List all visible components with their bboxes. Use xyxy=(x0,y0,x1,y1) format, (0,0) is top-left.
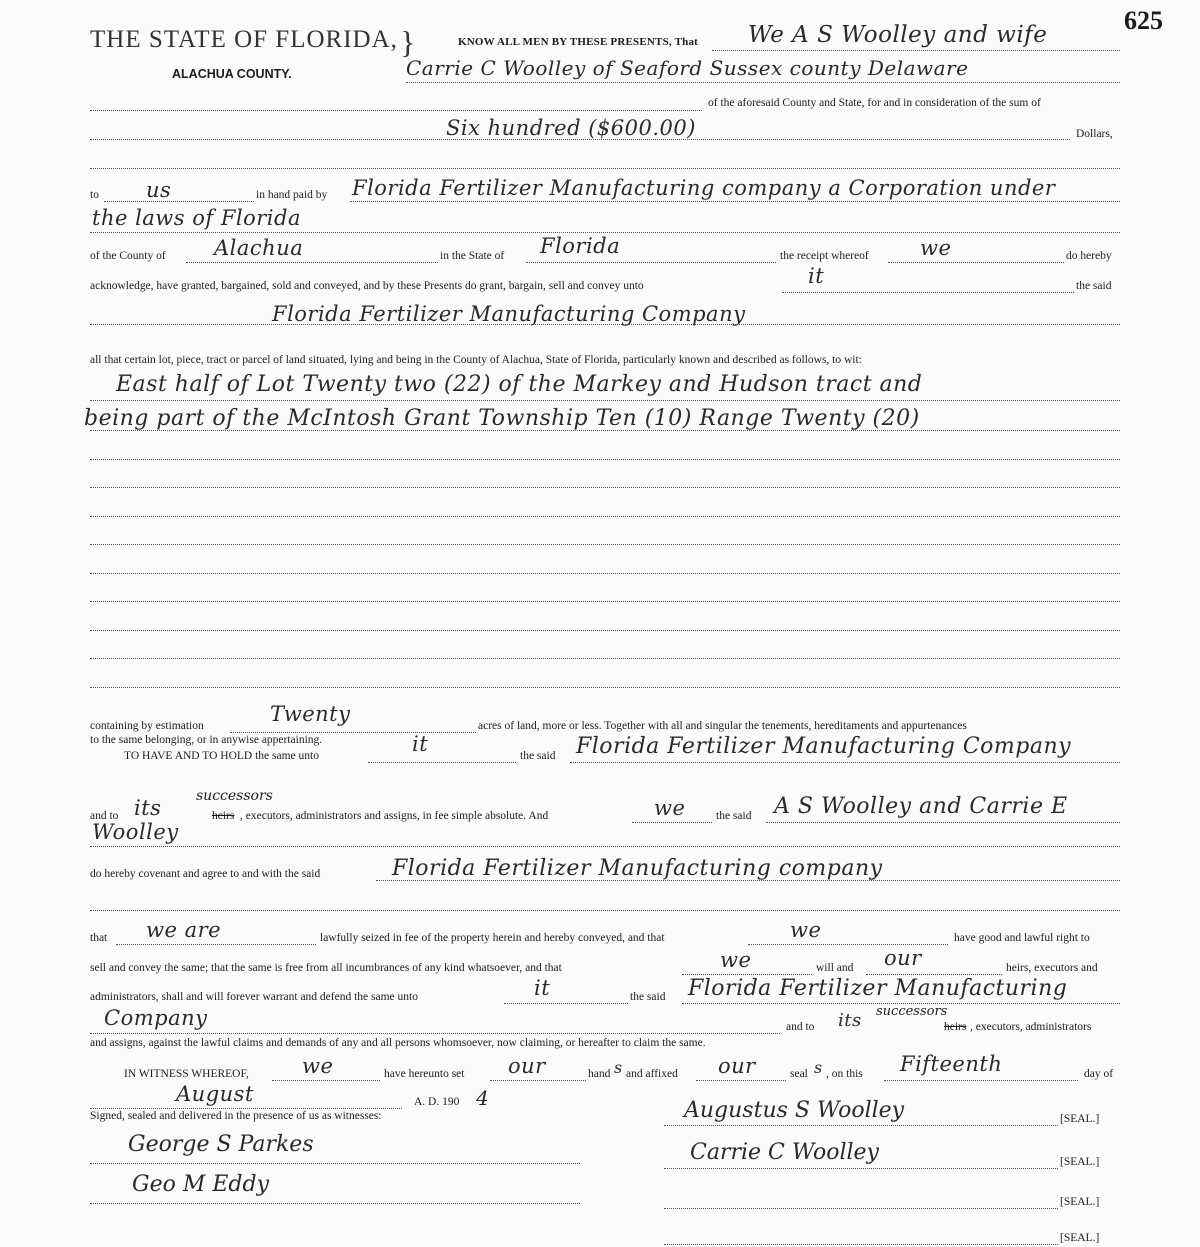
rule xyxy=(90,544,1120,545)
grant-text: acknowledge, have granted, bargained, sold and conveyed, and by these Presents do grant, bargain, sell and convey unto xyxy=(90,280,644,292)
hands: hand xyxy=(588,1068,611,1080)
rule xyxy=(376,880,1120,881)
grantors-hw2: Woolley xyxy=(92,820,179,844)
witness-signature-2: Geo M Eddy xyxy=(132,1172,270,1197)
belonging-text: to the same belonging, or in anywise appertaining. xyxy=(90,734,323,746)
witness-signature-1: George S Parkes xyxy=(128,1132,314,1157)
covenant-grantee-hw2: Florida Fertilizer Manufacturing xyxy=(688,976,1068,1001)
rule xyxy=(504,1003,628,1004)
rule xyxy=(90,459,1120,460)
rule xyxy=(888,262,1064,263)
right-text: have good and lawful right to xyxy=(954,932,1090,944)
grantors-hw: A S Woolley and Carrie E xyxy=(774,794,1068,819)
the-said-2: the said xyxy=(716,810,752,822)
grantee-line2: the laws of Florida xyxy=(92,206,301,230)
grantors-line1: We A S Woolley and wife xyxy=(748,22,1048,48)
successors-hw-2: successors xyxy=(876,1004,948,1019)
grantee-hw: Florida Fertilizer Manufacturing Company xyxy=(272,302,746,326)
grantors-line2: Carrie C Woolley of Seaford Sussex county Delaware xyxy=(406,56,969,80)
sell-text: sell and convey the same; that the same is free from all incumbrances of any kind whatsoever, and that xyxy=(90,962,562,974)
assigns-text: and assigns, against the lawful claims and demands of any and all persons whomsoever, now claiming, or hereafter to claim the same. xyxy=(90,1037,706,1049)
rule xyxy=(526,262,776,263)
rule xyxy=(884,1080,1078,1081)
grantee-line1: Florida Fertilizer Manufacturing company a Corporation under xyxy=(352,176,1056,200)
page-number: 625 xyxy=(1124,6,1163,35)
covenant-grantee-hw: Florida Fertilizer Manufacturing company xyxy=(392,856,883,881)
the-said-3: the said xyxy=(630,991,666,1003)
rule xyxy=(230,732,476,733)
it-hw: it xyxy=(534,976,551,1000)
brace: } xyxy=(400,24,416,60)
executors-2: , executors, administrators xyxy=(970,1021,1092,1033)
executors-text: , executors, administrators and assigns, in fee simple absolute. And xyxy=(240,810,549,822)
rule xyxy=(90,601,1120,602)
rule xyxy=(368,762,516,763)
habendum-grantee-hw: Florida Fertilizer Manufacturing Company xyxy=(576,734,1072,759)
state-hw: Florida xyxy=(540,234,621,258)
unto-hw: it xyxy=(808,264,825,288)
our-hw-3: our xyxy=(718,1054,756,1078)
rule xyxy=(664,1208,1058,1209)
rule xyxy=(490,1080,586,1081)
in-witness: IN WITNESS WHEREOF, xyxy=(124,1068,249,1080)
month-hw: August xyxy=(176,1082,254,1106)
the-said-label: the said xyxy=(1076,280,1112,292)
successors-hw: successors xyxy=(196,788,273,804)
seal-label-1: [SEAL.] xyxy=(1060,1113,1100,1125)
rule xyxy=(90,910,1120,911)
hereunto: have hereunto set xyxy=(384,1068,465,1080)
rule xyxy=(90,630,1120,631)
rule xyxy=(116,944,316,945)
seal-label-2: [SEAL.] xyxy=(1060,1156,1100,1168)
admin-text: administrators, shall and will forever warrant and defend the same unto xyxy=(90,991,418,1003)
year-hw: 4 xyxy=(476,1086,490,1110)
signed-text: Signed, sealed and delivered in the presence of us as witnesses: xyxy=(90,1110,382,1122)
affixed: and affixed xyxy=(626,1068,678,1080)
rule xyxy=(90,1203,580,1204)
company-hw: Company xyxy=(104,1006,208,1030)
will-and: will and xyxy=(816,962,854,974)
containing-label: containing by estimation xyxy=(90,720,204,732)
rule xyxy=(664,1168,1058,1169)
rule xyxy=(406,82,1120,83)
rule xyxy=(90,168,1120,169)
state-heading: THE STATE OF FLORIDA, xyxy=(90,26,398,53)
grantor-signature-1: Augustus S Woolley xyxy=(684,1098,905,1123)
rule xyxy=(90,1163,580,1164)
in-state-label: in the State of xyxy=(440,250,505,262)
description-intro: all that certain lot, piece, tract or parcel of land situated, lying and being in the County of Alachua, State of Florida, particularly known and described as follows, to wit: xyxy=(90,354,862,366)
we-hw: we xyxy=(654,796,686,820)
day-hw: Fifteenth xyxy=(900,1052,1003,1076)
we-hw-2: we xyxy=(790,918,822,942)
our-hw: our xyxy=(884,946,922,970)
rule xyxy=(90,1033,780,1034)
our-hw-2: our xyxy=(508,1054,546,1078)
day-of: day of xyxy=(1084,1068,1114,1080)
rule xyxy=(90,687,1120,688)
acres-text: acres of land, more or less. Together with all and singular the tenements, hereditaments and appurtenances xyxy=(478,720,967,732)
we-hw-3: we xyxy=(720,948,752,972)
rule xyxy=(90,400,1120,401)
rule xyxy=(664,1244,1058,1245)
rule xyxy=(350,201,1120,202)
rule xyxy=(782,292,1074,293)
seal-word: seal xyxy=(790,1068,808,1080)
county-hw: Alachua xyxy=(214,236,304,260)
of-county-label: of the County of xyxy=(90,250,166,262)
and-to-2: and to xyxy=(786,1021,815,1033)
rule xyxy=(748,944,948,945)
rule xyxy=(186,262,438,263)
rule xyxy=(866,974,1002,975)
seal-label-3: [SEAL.] xyxy=(1060,1196,1100,1208)
habendum-unto-hw: it xyxy=(412,732,429,756)
we-are-hw: we are xyxy=(146,918,222,942)
consideration-amount: Six hundred ($600.00) xyxy=(446,116,696,140)
county-heading: ALACHUA COUNTY. xyxy=(172,67,292,81)
rule xyxy=(90,232,1120,233)
paid-by-label: in hand paid by xyxy=(256,189,328,201)
do-hereby-label: do hereby xyxy=(1066,250,1112,262)
to-label: to xyxy=(90,189,99,201)
its-hw: its xyxy=(134,796,162,820)
rule xyxy=(682,974,812,975)
rule xyxy=(90,846,1120,847)
on-this: , on this xyxy=(826,1068,863,1080)
seized-text: lawfully seized in fee of the property herein and hereby conveyed, and that xyxy=(320,932,665,944)
rule xyxy=(696,1080,786,1081)
rule xyxy=(90,324,1120,325)
rule xyxy=(90,487,1120,488)
and-to-label: and to xyxy=(90,810,119,822)
rule xyxy=(632,822,712,823)
receipt-hw: we xyxy=(920,236,952,260)
rule xyxy=(272,1080,380,1081)
witness-we-hw: we xyxy=(302,1054,334,1078)
dollars-label: Dollars, xyxy=(1076,128,1113,140)
know-all-men: KNOW ALL MEN BY THESE PRESENTS, That xyxy=(458,36,699,48)
rule xyxy=(90,573,1120,574)
its-hw-2: its xyxy=(838,1010,862,1031)
rule xyxy=(570,762,1120,763)
description-line1: East half of Lot Twenty two (22) of the Markey and Hudson tract and xyxy=(116,372,923,397)
ad-label: A. D. 190 xyxy=(414,1096,460,1108)
receipt-label: the receipt whereof xyxy=(780,250,869,262)
hands-s: s xyxy=(614,1058,623,1077)
rule xyxy=(90,430,1120,431)
heirs-text: heirs, executors and xyxy=(1006,962,1098,974)
description-line2: being part of the McIntosh Grant Township Ten (10) Range Twenty (20) xyxy=(84,406,920,431)
acres-hw: Twenty xyxy=(270,702,351,726)
to-hw: us xyxy=(146,178,172,202)
habendum-said: the said xyxy=(520,750,556,762)
rule xyxy=(90,110,702,111)
rule xyxy=(664,1125,1058,1126)
heirs-struck: heirs xyxy=(212,810,235,822)
covenant-text: do hereby covenant and agree to and with the said xyxy=(90,868,321,880)
seal-s: s xyxy=(814,1058,823,1077)
rule xyxy=(104,201,254,202)
rule xyxy=(90,1108,402,1109)
habendum-text: TO HAVE AND TO HOLD the same unto xyxy=(124,750,319,762)
rule xyxy=(712,50,1120,51)
that-label: that xyxy=(90,932,108,944)
grantor-signature-2: Carrie C Woolley xyxy=(690,1140,879,1165)
rule xyxy=(766,822,1120,823)
consideration-text: of the aforesaid County and State, for and in consideration of the sum of xyxy=(708,97,1041,109)
rule xyxy=(90,658,1120,659)
seal-label-4: [SEAL.] xyxy=(1060,1232,1100,1244)
heirs-struck-2: heirs xyxy=(944,1021,967,1033)
rule xyxy=(90,516,1120,517)
